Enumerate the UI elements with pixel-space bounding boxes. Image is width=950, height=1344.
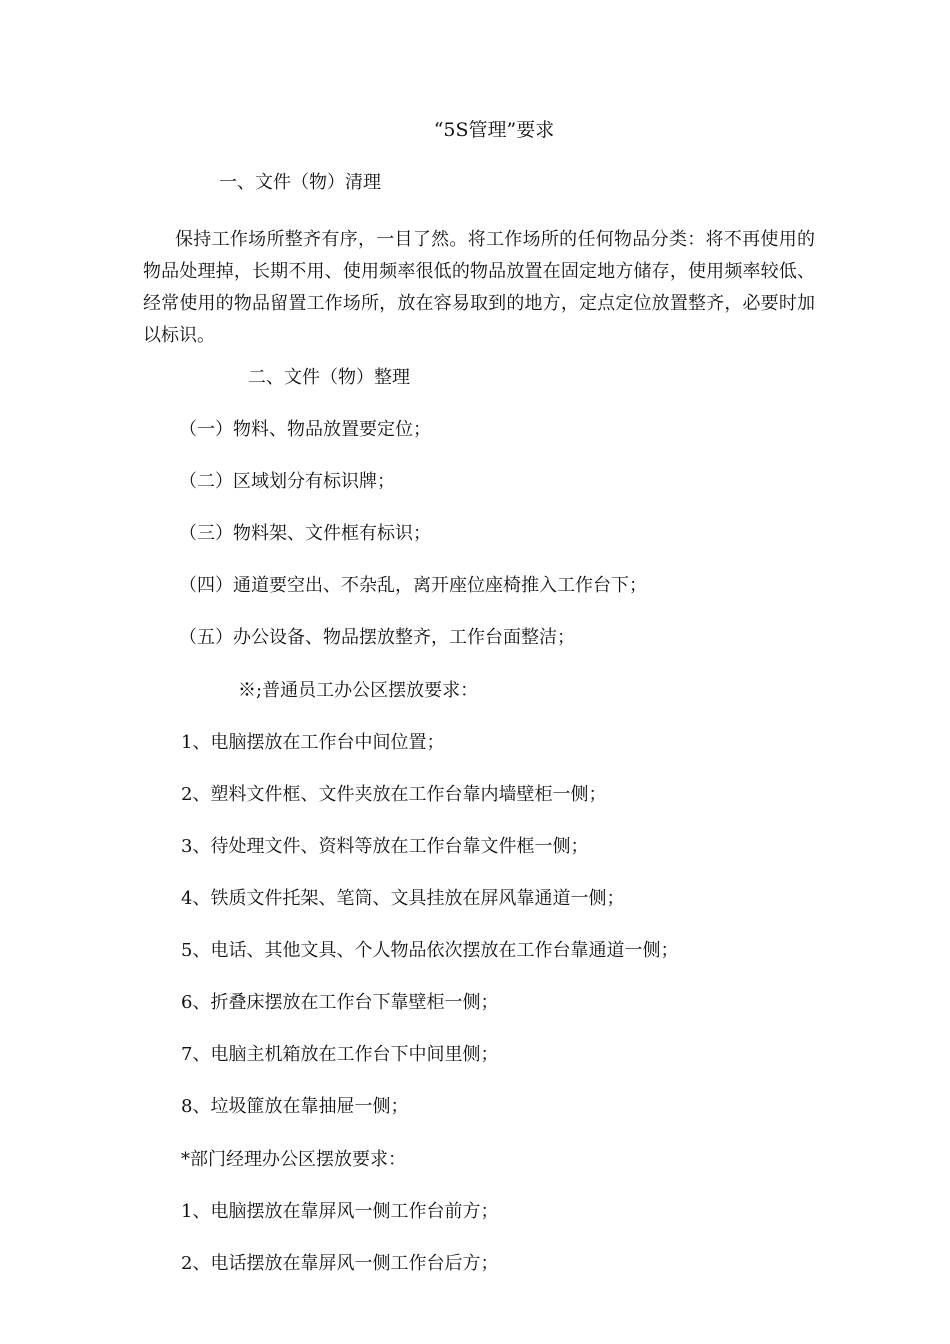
manager-item: 2、电话摆放在靠屏风一侧工作台后方； bbox=[181, 1253, 499, 1274]
section1-heading: 一、文件（物）清理 bbox=[219, 172, 381, 193]
section2-item: （五）办公设备、物品摆放整齐，工作台面整洁； bbox=[179, 627, 575, 648]
section2-item: （三）物料架、文件框有标识； bbox=[179, 523, 431, 544]
document-title: “5S管理”要求 bbox=[433, 119, 555, 141]
section2-item: （一）物料、物品放置要定位； bbox=[179, 419, 431, 440]
section2-heading: 二、文件（物）整理 bbox=[248, 367, 410, 388]
section2-item: （二）区域划分有标识牌； bbox=[179, 471, 395, 492]
staff-requirements-heading: ※;普通员工办公区摆放要求： bbox=[238, 680, 479, 701]
manager-requirements-heading: *部门经理办公区摆放要求： bbox=[181, 1149, 406, 1170]
staff-item: 8、垃圾篚放在靠抽屉一侧； bbox=[181, 1096, 409, 1117]
section1-paragraph: 保持工作场所整齐有序，一目了然。将工作场所的任何物品分类：将不再使用的物品处理掉，长期不用、使用频率很低的物品放置在固定地方储存，使用频率较低、经常使用的物品留置工作场所，放在容易取到的地方，定点定位放置整齐，必要时加以标识。 bbox=[143, 229, 815, 346]
staff-item: 6、折叠床摆放在工作台下靠壁柜一侧； bbox=[181, 992, 499, 1013]
staff-item: 7、电脑主机箱放在工作台下中间里侧； bbox=[181, 1044, 499, 1065]
manager-item: 1、电脑摆放在靠屏风一侧工作台前方； bbox=[181, 1201, 499, 1222]
staff-item: 2、塑料文件框、文件夹放在工作台靠内墙壁柜一侧； bbox=[181, 784, 607, 805]
staff-item: 5、电话、其他文具、个人物品依次摆放在工作台靠通道一侧； bbox=[181, 940, 679, 961]
section2-item: （四）通道要空出、不杂乱，离开座位座椅推入工作台下； bbox=[179, 575, 647, 596]
staff-item: 4、铁质文件托架、笔筒、文具挂放在屏风靠通道一侧； bbox=[181, 888, 625, 909]
staff-item: 3、待处理文件、资料等放在工作台靠文件框一侧； bbox=[181, 836, 589, 857]
staff-item: 1、电脑摆放在工作台中间位置； bbox=[181, 732, 445, 753]
